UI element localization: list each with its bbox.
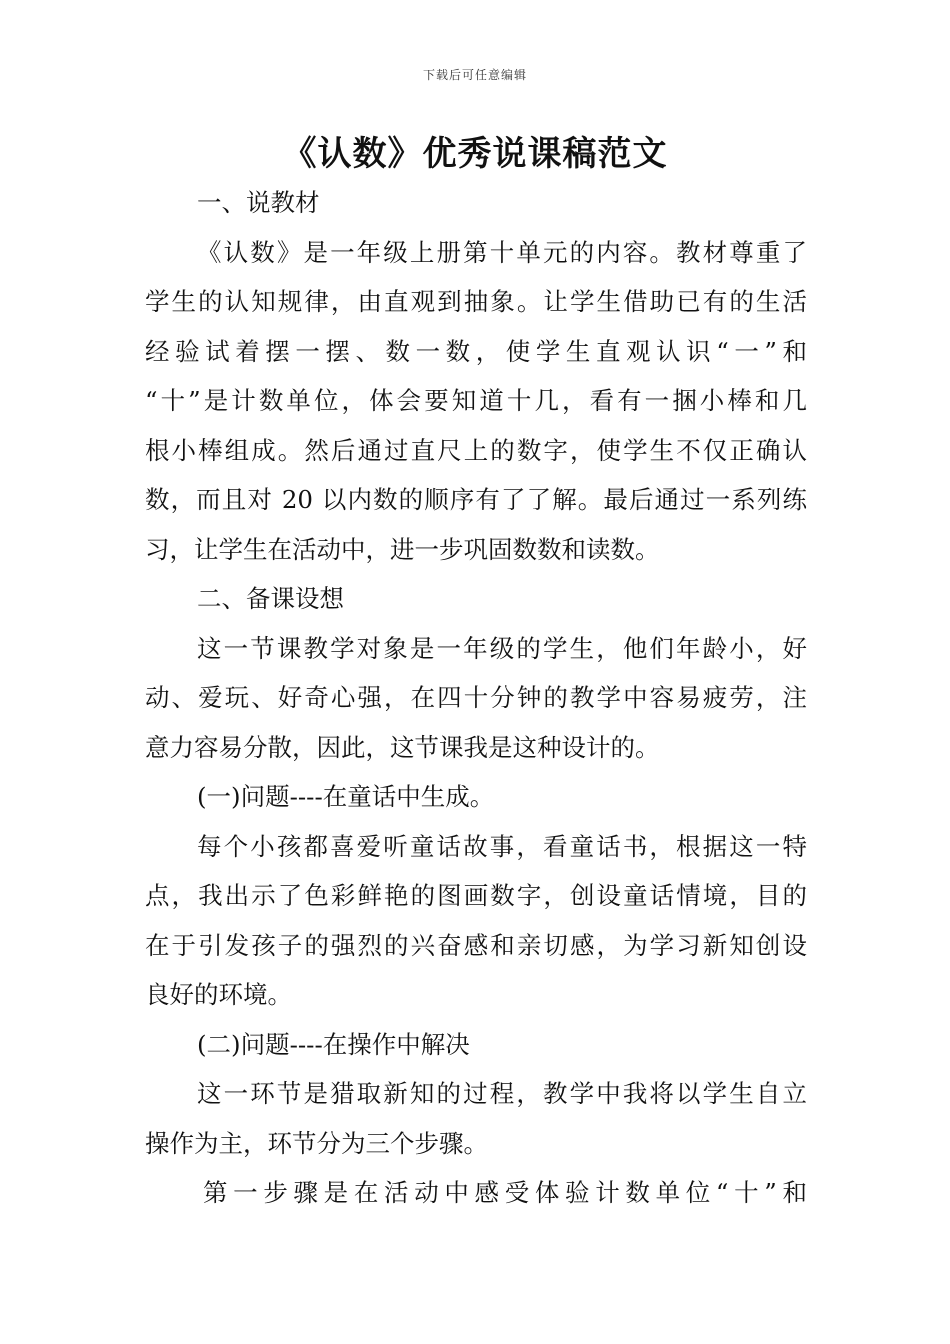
paragraph-line: 第一步骤是在活动中感受体验计数单位“十”和	[203, 1178, 807, 1207]
paragraph-line: 根小棒组成。然后通过直尺上的数字，使学生不仅正确认	[145, 435, 807, 465]
paragraph-line: 意力容易分散，因此，这节课我是这种设计的。	[145, 732, 660, 762]
document-body	[145, 178, 807, 1218]
paragraph-line: 学生的认知规律，由直观到抽象。让学生借助已有的生活	[145, 287, 807, 316]
paragraph-line: 操作为主，环节分为三个步骤。	[145, 1128, 488, 1158]
subsection-heading-2: (二)问题----在操作中解决	[197, 1029, 470, 1059]
paragraph-line: “十”是计数单位，体会要知道十几，看有一捆小棒和几	[145, 386, 807, 415]
paragraph-line: 数，而且对 20 以内数的顺序有了了解。最后通过一系列练	[145, 485, 807, 514]
paragraph-line: 每个小孩都喜爱听童话故事，看童话书，根据这一特	[197, 831, 807, 861]
paragraph-line: 在于引发孩子的强烈的兴奋感和亲切感，为学习新知创设	[145, 930, 807, 960]
paragraph-line: 经验试着摆一摆、数一数，使学生直观认识“一”和	[145, 336, 807, 366]
paragraph-line: 这一环节是猎取新知的过程，教学中我将以学生自立	[197, 1079, 807, 1108]
paragraph-line: 《认数》是一年级上册第十单元的内容。教材尊重了	[197, 237, 807, 267]
subsection-heading-1: (一)问题----在童话中生成。	[197, 782, 495, 811]
paragraph-line: 点，我出示了色彩鲜艳的图画数字，创设童话情境，目的	[145, 881, 807, 910]
section-heading-1: 一、说教材	[197, 188, 320, 217]
paragraph-line: 习，让学生在活动中，进一步巩固数数和读数。	[145, 534, 660, 564]
paragraph-line: 良好的环境。	[145, 980, 292, 1009]
paragraph-line: 这一节课教学对象是一年级的学生，他们年龄小，好	[197, 633, 807, 663]
section-heading-2: 二、备课设想	[197, 584, 344, 613]
header-note: 下载后可任意编辑	[422, 68, 527, 82]
paragraph-line: 动、爱玩、好奇心强，在四十分钟的教学中容易疲劳，注	[145, 683, 807, 712]
page-title: 《认数》优秀说课稿范文	[282, 134, 668, 174]
